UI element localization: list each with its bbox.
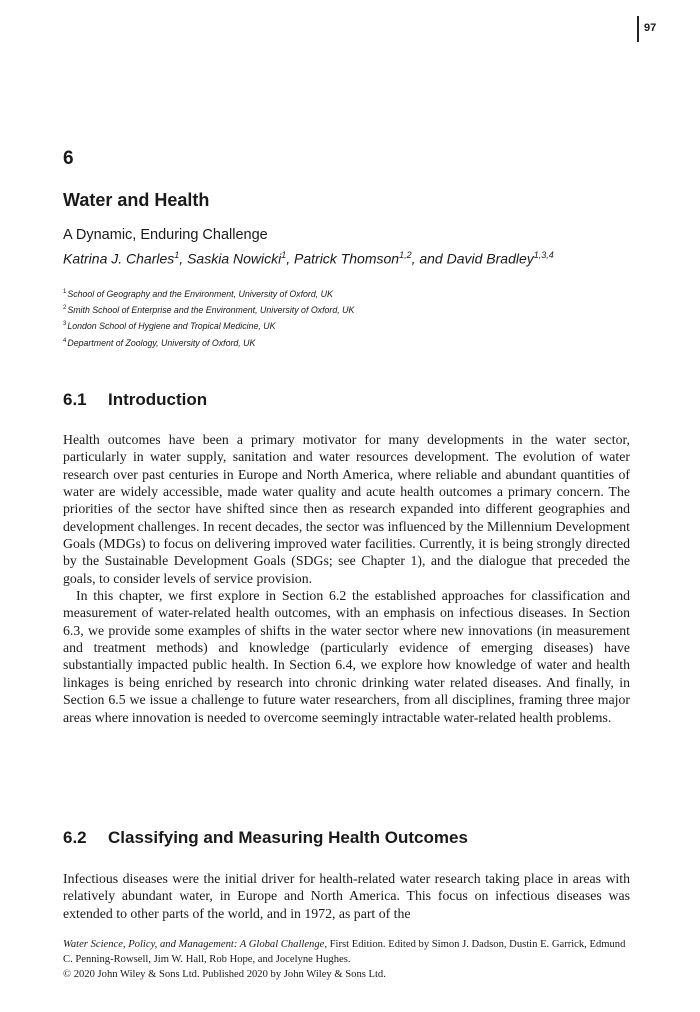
section-title: Classifying and Measuring Health Outcomes [108,828,468,847]
affiliation-item [63,334,354,350]
section-number: 6.1 [63,390,87,409]
author-name: Saskia Nowicki [187,250,282,267]
author-affiliation-mark: 1,3,4 [533,250,554,260]
author-list [63,250,554,267]
affiliation-mark: 1 [63,289,67,295]
body-paragraph: In this chapter, we first explore in Section 6.2 the established approaches for classification and measurement of water-related health outcomes, with an emphasis on infectious diseases. In Section 6.3, we provide some examples of shifts in the water sector where new innovations (in measurement and treatment methods) and knowledge (particularly evidence of emerging diseases) have substantially impacted public health. In Section 6.4, we explore how knowledge of water and health linkages is being enriched by research into chronic drinking water related diseases. And finally, in Section 6.5 we issue a challenge to future water researchers, from all disciplines, framing three major areas where innovation is needed to overcome seemingly intractable water-related health problems. [63,588,630,725]
section-number: 6.2 [63,828,87,847]
affiliation-text: Smith School of Enterprise and the Environment, University of Oxford, UK [67,305,355,316]
affiliation-mark: 3 [63,321,67,328]
author-affiliation-mark: 1 [281,250,287,260]
affiliation-mark: 4 [63,337,67,344]
affiliation-mark: 2 [63,305,67,312]
affiliation-item [63,285,354,301]
author-separator: , [179,250,188,267]
chapter-number: 6 [63,148,74,169]
edition-line: , First Edition. Edited by Simon J. Dadson, Dustin E. Garrick, Edmund C. Penning-Rowsell, Jim W. Hall, Rob Hope, and Jocelyne Hughes. [63,939,626,965]
affiliation-list [63,285,354,350]
body-paragraph: Health outcomes have been a primary motivator for many developments in the water sector, particularly in water supply, sanitation and water resources development. The evolution of water research over past centuries in Europe and North America, where reliable and abundant quantities of water are widely accessible, made water quality and acute health outcomes a primary concern. The priorities of the sector have shifted since then as research expanded into different geographies and development challenges. In recent decades, the sector was influenced by the Millennium Development Goals (MDGs) to focus on delivering improved water facilities. Currently, it is being strongly directed by the Sustainable Development Goals (SDGs; see Chapter 1), and the dialogue that preceded the goals, to consider levels of service provision. [63,432,630,586]
author-separator: , and [411,250,447,267]
author-separator: , [286,250,295,267]
section-body [63,870,630,922]
affiliation-item [63,317,354,333]
affiliation-text: School of Geography and the Environment, University of Oxford, UK [67,288,333,299]
author-affiliation-mark: 1 [174,250,180,260]
affiliation-item [63,301,354,317]
page-number-rule [637,16,639,42]
copyright-footer [63,937,630,982]
chapter-subtitle: A Dynamic, Enduring Challenge [63,227,268,243]
author-name: David Bradley [446,250,534,267]
section-heading [63,390,207,410]
section-body [63,431,630,726]
section-heading [63,828,468,848]
affiliation-text: Department of Zoology, University of Oxford, UK [67,337,256,348]
section-title: Introduction [108,390,208,409]
body-paragraph: Infectious diseases were the initial driver for health-related water research taking place in areas with relatively abundant water, in Europe and North America. This focus on infectious diseases was extended to other parts of the world, and in 1972, as part of the [63,871,630,921]
chapter-title: Water and Health [63,190,210,210]
copyright-line: © 2020 John Wiley & Sons Ltd. Published 2020 by John Wiley & Sons Ltd. [63,969,386,980]
page-number: 97 [644,22,657,34]
affiliation-text: London School of Hygiene and Tropical Medicine, UK [67,321,276,332]
author-name: Patrick Thomson [294,250,400,267]
book-title: Water Science, Policy, and Management: A Global Challenge [63,939,325,950]
author-name: Katrina J. Charles [63,250,175,267]
author-affiliation-mark: 1,2 [399,250,412,260]
publication-info [63,937,630,967]
